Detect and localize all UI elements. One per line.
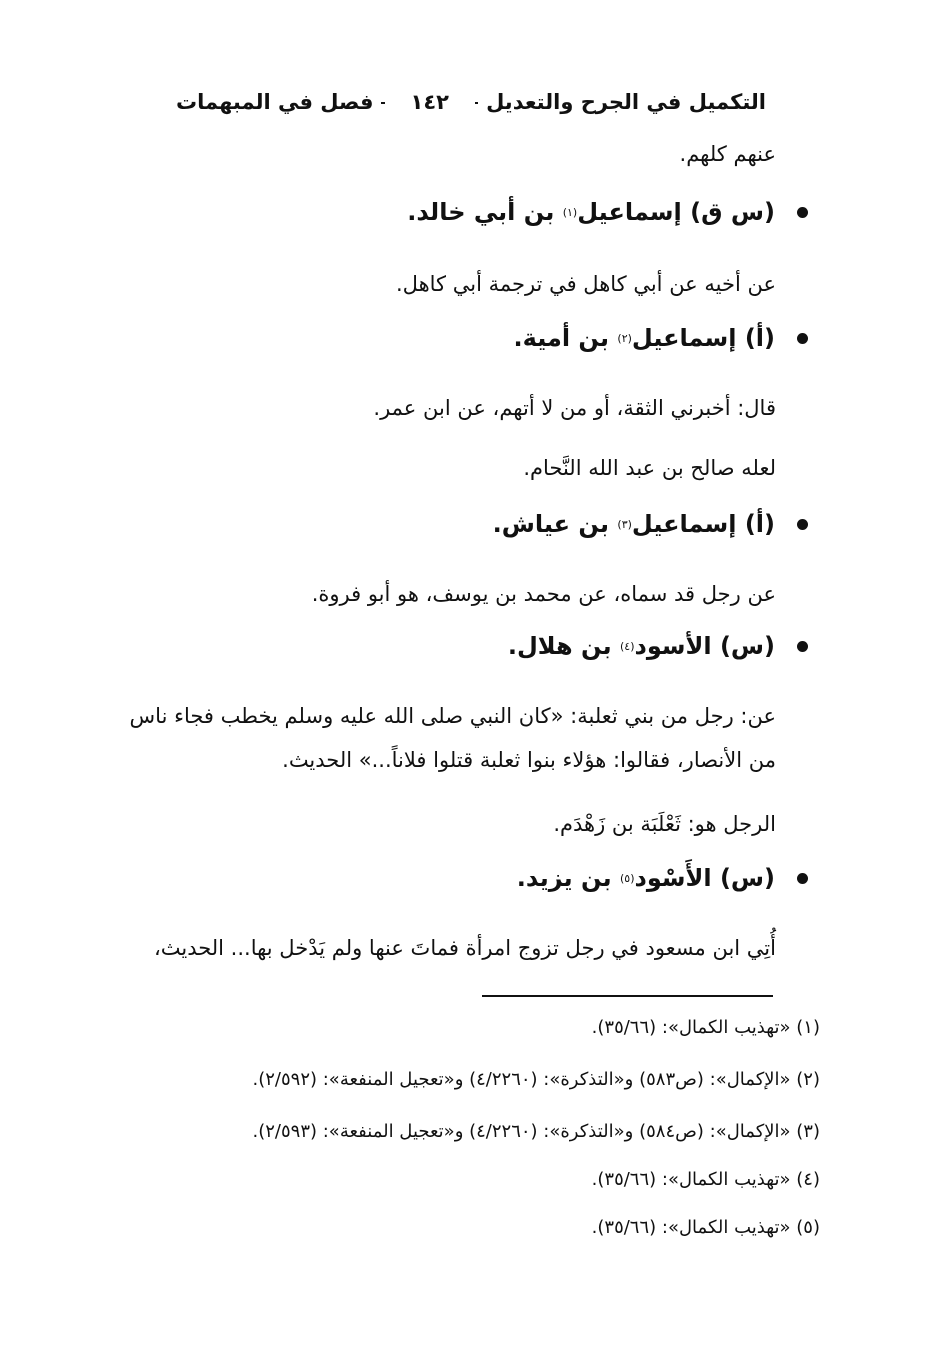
- entry-heading: [493, 510, 808, 538]
- header-dash: [381, 102, 384, 104]
- footnote: (٥) «تهذيب الكمال»: (٣٥/٦٦).: [591, 1217, 820, 1238]
- entry-name: الأسود: [634, 632, 712, 660]
- header-section-title: فصل في المبهمات: [176, 90, 374, 114]
- body-paragraph: الرجل هو: ثَعْلَبَة بن زَهْدَم.: [553, 812, 776, 836]
- entry-code: (س ق): [690, 198, 775, 226]
- entry-rest: بن يزيد.: [516, 864, 612, 892]
- entry-name: إسماعيل: [577, 198, 682, 226]
- entry-name: إسماعيل: [631, 324, 737, 352]
- entry-code: (س): [719, 632, 775, 660]
- body-paragraph: عن: رجل من بني ثعلبة: «كان النبي صلى الله عليه وسلم يخطب فجاء ناس من الأنصار، فقالوا: هؤلاء بنوا ثعلبة قتلوا فلاناً...» الحديث.: [129, 704, 776, 772]
- entry-rest: بن هلال.: [507, 632, 612, 660]
- entry-code: (أ): [744, 510, 775, 538]
- header-dash: [475, 102, 478, 104]
- entry-heading: [407, 198, 808, 226]
- footnote-ref: (٢): [617, 331, 632, 345]
- header-book-title: التكميل في الجرح والتعديل: [486, 90, 766, 114]
- body-paragraph: أُتِي ابن مسعود في رجل تزوج امرأة فماتَ عنها ولم يَدْخل بها... الحديث،: [153, 936, 776, 960]
- opening-text: عنهم كلهم.: [679, 142, 776, 166]
- entry-rest: بن أبي خالد.: [407, 198, 555, 226]
- bullet-icon: [797, 873, 808, 884]
- footnote: (١) «تهذيب الكمال»: (٣٥/٦٦).: [591, 1017, 820, 1038]
- bullet-icon: [797, 333, 808, 344]
- footnote-ref: (٣): [617, 517, 632, 531]
- bullet-icon: [797, 519, 808, 530]
- footnote: (٣) «الإكمال»: (ص٥٨٤) و«التذكرة»: (٤/٢٢٦٠) و«تعجيل المنفعة»: (٢/٥٩٣).: [252, 1121, 820, 1142]
- entry-rest: بن عياش.: [492, 510, 610, 538]
- page-number: ١٤٢: [410, 90, 449, 114]
- body-paragraph: قال: أخبرني الثقة، أو من لا أتهم، عن ابن عمر.: [373, 396, 776, 420]
- body-paragraph: عن أخيه عن أبي كاهل في ترجمة أبي كاهل.: [396, 272, 776, 296]
- footnote: (٤) «تهذيب الكمال»: (٣٥/٦٦).: [591, 1169, 820, 1190]
- footnote: (٢) «الإكمال»: (ص٥٨٣) و«التذكرة»: (٤/٢٢٦٠) و«تعجيل المنفعة»: (٢/٥٩٢).: [252, 1069, 820, 1090]
- entry-name: إسماعيل: [631, 510, 737, 538]
- footnote-separator: [482, 995, 773, 997]
- body-paragraph: عن رجل قد سماه، عن محمد بن يوسف، هو أبو فروة.: [311, 582, 776, 606]
- entry-heading: [517, 864, 808, 892]
- bullet-icon: [797, 641, 808, 652]
- entry-heading: [514, 324, 808, 352]
- footnote-ref: (٤): [620, 639, 635, 653]
- body-paragraph: لعله صالح بن عبد الله النَّحام.: [523, 456, 776, 480]
- entry-code: (أ): [744, 324, 775, 352]
- entry-code: (س): [719, 864, 775, 892]
- entry-name: الأَسْود: [634, 864, 712, 892]
- running-header: [176, 74, 766, 114]
- footnote-ref: (٥): [620, 871, 635, 885]
- entry-rest: بن أمية.: [513, 324, 610, 352]
- footnote-ref: (١): [562, 205, 578, 219]
- bullet-icon: [797, 207, 808, 218]
- entry-heading: [508, 632, 808, 660]
